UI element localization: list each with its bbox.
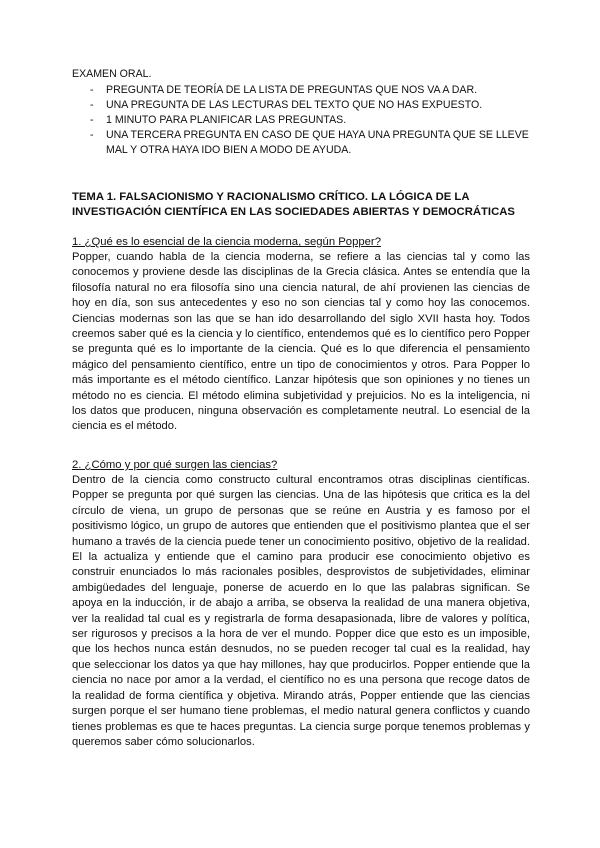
list-item: - PREGUNTA DE TEORÍA DE LA LISTA DE PREGUNTAS QUE NOS VA A DAR. [72, 83, 530, 98]
answer-paragraph: Dentro de la ciencia como constructo cultural encontramos otras disciplinas científicas. Popper se pregunta por qué surgen las ciencias. Una de las hipótesis que critica es la del círculo de viena, un grupo de personas que se reúne en Austria y es famoso por el positivismo lógico, un grupo de autores que entienden que el positivismo plantea que el ser humano a través de la ciencia puede tener un conocimiento positivo, objetivo de la realidad. El la actualiza y entiende que el camino para producir ese conocimiento objetivo es construir enunciados lo más racionales posibles, desprovistos de subjetividades, eliminar ambigüedades del lenguaje, ponerse de acuerdo en lo que las palabras significan. Se apoya en la inducción, ir de abajo a arriba, se observa la realidad de una manera objetiva, ver la realidad tal cual es y registrarla de forma desapasionada, libre de valores y política, ser rigurosos y precisos a la hora de ver el mundo. Popper dice que esto es un imposible, que los hechos nunca están desnudos, no se pueden recoger tal cual es la realidad, hay que seleccionar los datos ya que hay millones, hay que producirlos. Popper entiende que la ciencia no nace por amor a la verdad, el científico no es una persona que recoge datos de la realidad de forma científica y objetiva. Mirando atrás, Popper entiende que las ciencias surgen porque el ser humano tiene problemas, el medio natural genera conflictos y cuando tienes problemas es que te haces preguntas. La ciencia surge porque tenemos problemas y queremos saber cómo solucionarlos. [72, 474, 530, 748]
exam-instructions-list [72, 83, 530, 158]
question-heading: 2. ¿Cómo y por qué surgen las ciencias? [72, 459, 278, 471]
question-section [72, 458, 530, 750]
list-item: - UNA TERCERA PREGUNTA EN CASO DE QUE HAYA UNA PREGUNTA QUE SE LLEVE MAL Y OTRA HAYA IDO BIEN A MODO DE AYUDA. [72, 128, 530, 158]
list-item: - 1 MINUTO PARA PLANIFICAR LAS PREGUNTAS. [72, 113, 530, 128]
answer-paragraph: Popper, cuando habla de la ciencia moderna, se refiere a las ciencias tal y como las conocemos y proviene desde las disciplinas de la Grecia clásica. Antes se entendía que la filosofía natural no era filosofía sino una ciencia natural, de ahí provienen las ciencias de hoy en día, son sus antecedentes y eso no son ciencias tal y como hoy las conocemos. Ciencias modernas son las que se han ido desarrollando del siglo XVII hasta hoy. Todos creemos saber qué es la ciencia y lo científico, entendemos qué es lo científico pero Popper se pregunta qué es lo importante de la ciencia. Qué es lo que diferencia el pensamiento mágico del pensamiento científico, entre un tipo de conocimientos y otros. Para Popper lo más importante es el método científico. Lanzar hipótesis que son opiniones y no tienes un método no es ciencia. El método elimina subjetividad y prejuicios. No es la inteligencia, ni los datos que producen, ninguna observación es completamente neutral. Lo esencial de la ciencia es el método. [72, 251, 530, 433]
exam-title: EXAMEN ORAL. [72, 68, 152, 80]
question-heading: 1. ¿Qué es lo esencial de la ciencia moderna, según Popper? [72, 236, 381, 248]
section-title: TEMA 1. FALSACIONISMO Y RACIONALISMO CRÍTICO. LA LÓGICA DE LA INVESTIGACIÓN CIENTÍFICA EN LAS SOCIEDADES ABIERTAS Y DEMOCRÁTICAS [72, 191, 515, 218]
list-item: - UNA PREGUNTA DE LAS LECTURAS DEL TEXTO QUE NO HAS EXPUESTO. [72, 98, 530, 113]
question-section [72, 235, 530, 435]
